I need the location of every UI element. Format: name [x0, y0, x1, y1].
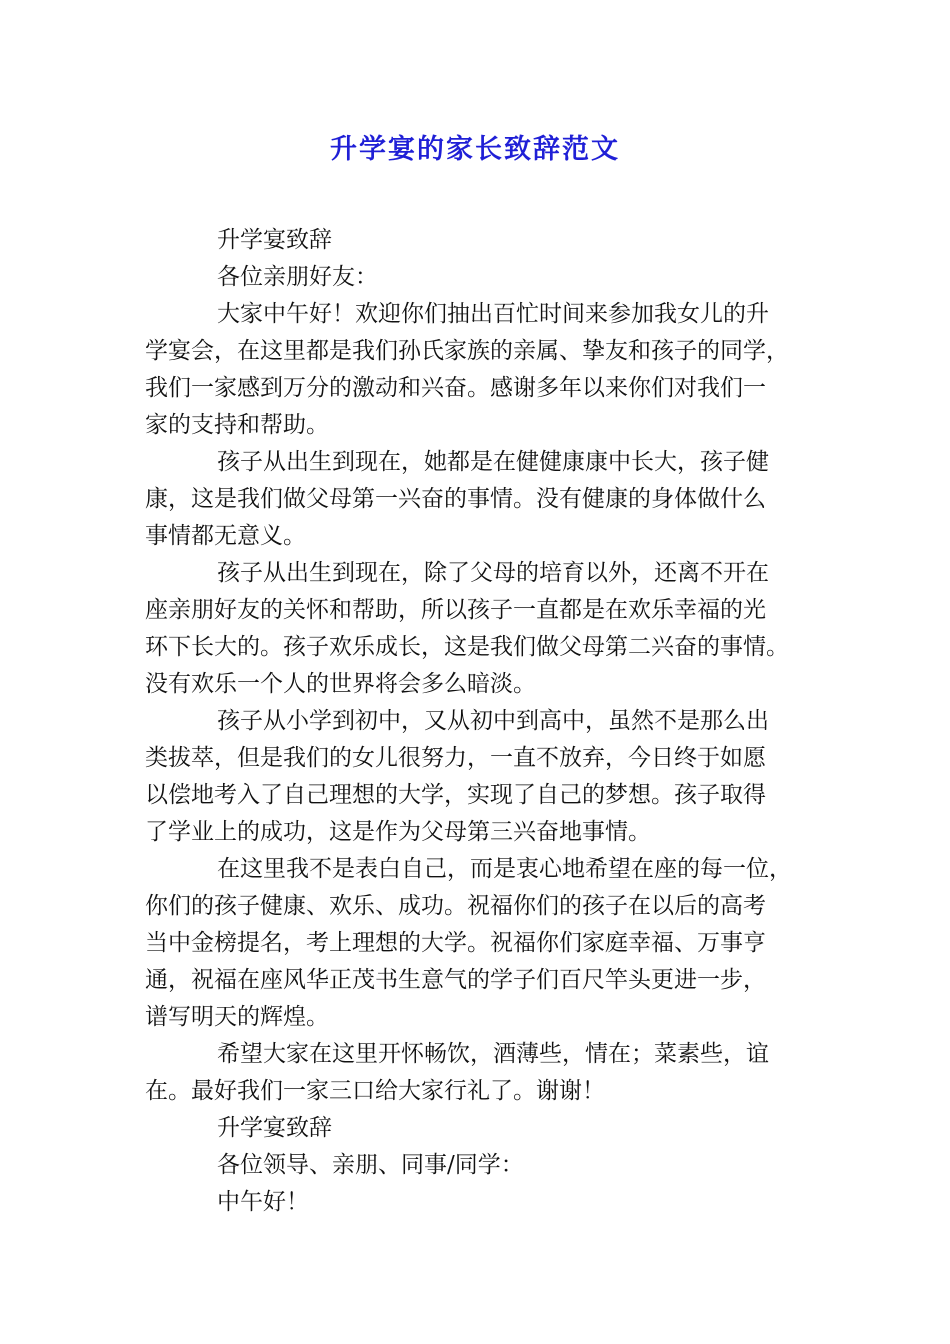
text-line: 座亲朋好友的关怀和帮助，所以孩子一直都是在欢乐幸福的光 — [145, 597, 766, 623]
text-line: 孩子从出生到现在，除了父母的培育以外，还离不开在 — [217, 560, 769, 586]
document-title: 升学宴的家长致辞范文 — [330, 134, 620, 165]
text-line: 家的支持和帮助。 — [145, 412, 329, 438]
text-line: 孩子从出生到现在，她都是在健健康康中长大，孩子健 — [217, 449, 769, 475]
text-line: 升学宴致辞 — [217, 1115, 332, 1141]
text-line: 学宴会，在这里都是我们孙氏家族的亲属、挚友和孩子的同学， — [145, 338, 789, 364]
text-line: 通，祝福在座风华正茂书生意气的学子们百尺竿头更进一步， — [145, 967, 766, 993]
document-body — [145, 222, 805, 1221]
text-line: 康，这是我们做父母第一兴奋的事情。没有健康的身体做什么 — [145, 486, 766, 512]
text-line: 大家中午好！欢迎你们抽出百忙时间来参加我女儿的升 — [217, 301, 769, 327]
text-line: 在这里我不是表白自己，而是衷心地希望在座的每一位， — [217, 856, 792, 882]
text-line: 没有欢乐一个人的世界将会多么暗淡。 — [145, 671, 536, 697]
text-line: 你们的孩子健康、欢乐、成功。祝福你们的孩子在以后的高考 — [145, 893, 766, 919]
text-line: 以偿地考入了自己理想的大学，实现了自己的梦想。孩子取得 — [145, 782, 766, 808]
text-line: 各位领导、亲朋、同事/同学： — [217, 1152, 524, 1178]
text-line: 希望大家在这里开怀畅饮，酒薄些，情在；菜素些，谊 — [217, 1041, 769, 1067]
text-line: 当中金榜提名，考上理想的大学。祝福你们家庭幸福、万事亨 — [145, 930, 766, 956]
text-line: 我们一家感到万分的激动和兴奋。感谢多年以来你们对我们一 — [145, 375, 766, 401]
text-line: 谱写明天的辉煌。 — [145, 1004, 329, 1030]
text-line: 在。最好我们一家三口给大家行礼了。谢谢！ — [145, 1078, 605, 1104]
text-line: 中午好！ — [217, 1189, 309, 1215]
text-line: 了学业上的成功，这是作为父母第三兴奋地事情。 — [145, 819, 651, 845]
text-line: 类拔萃，但是我们的女儿很努力，一直不放弃，今日终于如愿 — [145, 745, 766, 771]
text-line: 环下长大的。孩子欢乐成长，这是我们做父母第二兴奋的事情。 — [145, 634, 789, 660]
text-line: 孩子从小学到初中，又从初中到高中，虽然不是那么出 — [217, 708, 769, 734]
text-line: 事情都无意义。 — [145, 523, 306, 549]
text-line: 升学宴致辞 — [217, 227, 332, 253]
text-line: 各位亲朋好友： — [217, 264, 378, 290]
